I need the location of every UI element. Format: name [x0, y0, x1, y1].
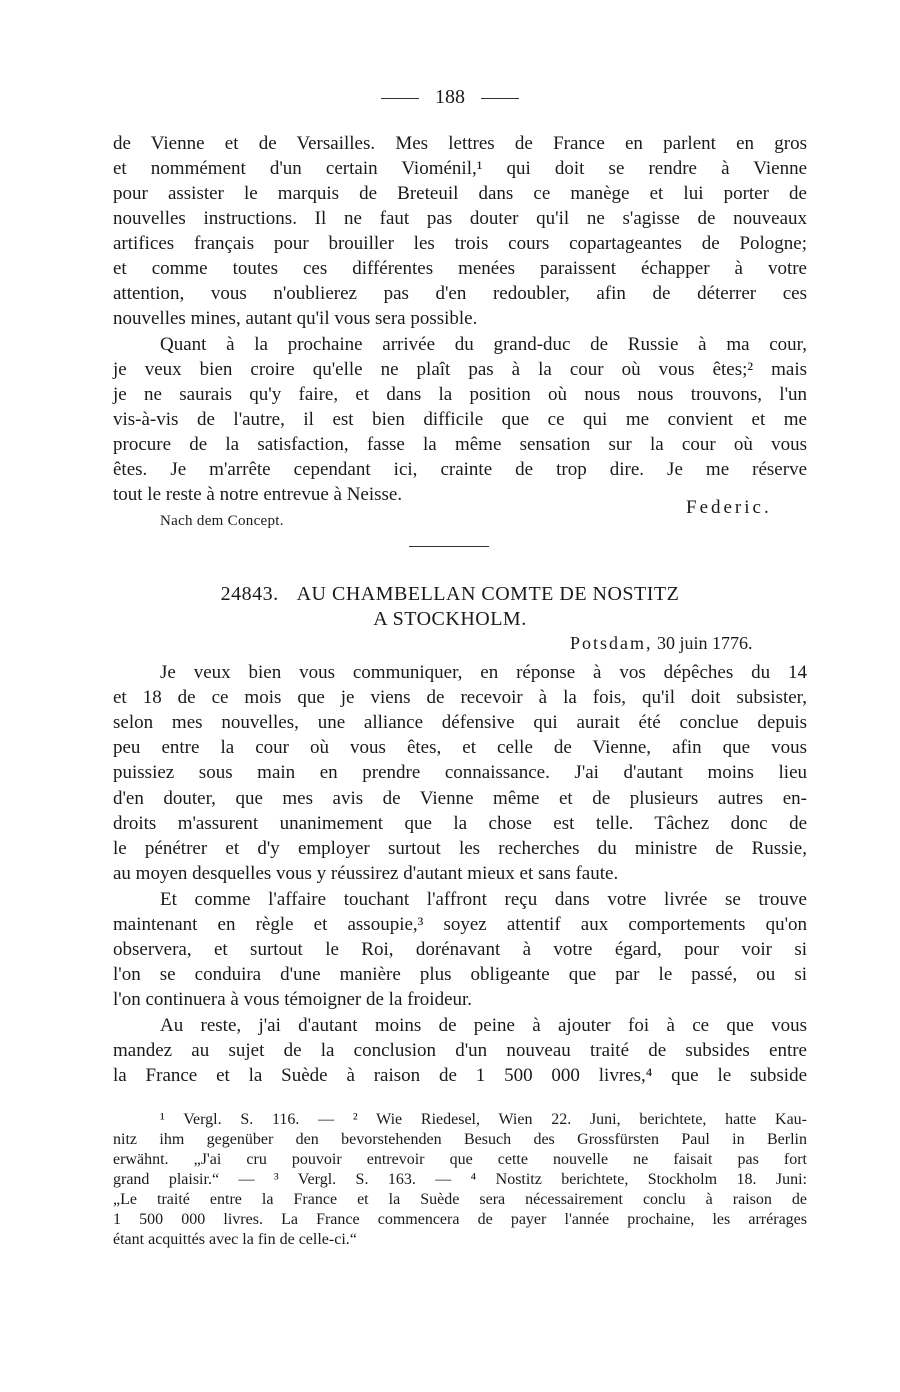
- page-number-header: [0, 86, 900, 109]
- paragraph-line: la France et la Suède à raison de 1 500 000 livres,⁴ que le subside: [113, 1065, 807, 1086]
- paragraph-line: nouvelles mines, autant qu'il vous sera possible.: [113, 308, 478, 329]
- letter-heading-line1: AU CHAMBELLAN COMTE DE NOSTITZ: [296, 583, 680, 605]
- paragraph-line: et nommément d'un certain Vioménil,¹ qui doit se rendre à Vienne: [113, 158, 807, 179]
- paragraph-line: puissiez sous main en prendre connaissance. J'ai d'autant moins lieu: [113, 762, 807, 783]
- footnote-line: ¹ Vergl. S. 116. — ² Wie Riedesel, Wien 22. Juni, berichtete, hatte Kau-: [160, 1111, 807, 1128]
- paragraph-line: d'en douter, que mes avis de Vienne même et de plusieurs autres en-: [113, 788, 807, 809]
- paragraph-line: êtes. Je m'arrête cependant ici, crainte de trop dire. Je me réserve: [113, 459, 807, 480]
- section-divider: [409, 546, 489, 547]
- paragraph-line: peu entre la cour où vous êtes, et celle de Vienne, afin que vous: [113, 737, 807, 758]
- footnote-line: 1 500 000 livres. La France commencera de payer l'année prochaine, les arrérages: [113, 1211, 807, 1228]
- paragraph-line: vis-à-vis de l'autre, il est bien difficile que ce qui me convient et me: [113, 409, 807, 430]
- paragraph-line: au moyen desquelles vous y réussirez d'autant mieux et sans faute.: [113, 863, 619, 884]
- source-note: Nach dem Concept.: [160, 513, 284, 529]
- page-number: 188: [435, 86, 465, 108]
- paragraph-line: Au reste, j'ai d'autant moins de peine à ajouter foi à ce que vous: [160, 1015, 807, 1036]
- letter-heading-line2: A STOCKHOLM.: [373, 608, 527, 630]
- paragraph-line: Et comme l'affaire touchant l'affront reçu dans votre livrée se trouve: [160, 889, 807, 910]
- paragraph-line: artifices français pour brouiller les trois cours copartageantes de Pologne;: [113, 233, 807, 254]
- paragraph-line: nouvelles instructions. Il ne faut pas douter qu'il ne s'agisse de nouveaux: [113, 208, 807, 229]
- paragraph-line: mandez au sujet de la conclusion d'un nouveau traité de subsides entre: [113, 1040, 807, 1061]
- footnote-line: erwähnt. „J'ai cru pouvoir entrevoir que cette nouvelle ne faisait pas fort: [113, 1151, 807, 1168]
- paragraph-line: tout le reste à notre entrevue à Neisse.: [113, 484, 403, 505]
- footnote-line: étant acquittés avec la fin de celle-ci.“: [113, 1231, 357, 1248]
- header-dash-right: [481, 98, 519, 99]
- paragraph-line: Je veux bien vous communiquer, en réponse à vos dépêches du 14: [160, 662, 807, 683]
- letter-heading: [0, 583, 900, 606]
- letter-date: 30 juin 1776.: [657, 633, 753, 653]
- paragraph-line: droits m'assurent unanimement que la chose est telle. Tâchez donc de: [113, 813, 807, 834]
- paragraph-line: je veux bien croire qu'elle ne plaît pas à la cour où vous êtes;² mais: [113, 359, 807, 380]
- paragraph-line: de Vienne et de Versailles. Mes lettres de France en parlent en gros: [113, 133, 807, 154]
- letter-number: 24843.: [220, 583, 279, 605]
- paragraph-line: l'on se conduira d'une manière plus obligeante que par le passé, ou si: [113, 964, 807, 985]
- paragraph-line: et 18 de ce mois que je viens de recevoir à la fois, qu'il doit subsister,: [113, 687, 807, 708]
- paragraph-line: selon mes nouvelles, une alliance défensive qui aurait été conclue depuis: [113, 712, 807, 733]
- signature: Federic.: [686, 497, 772, 518]
- paragraph-line: l'on continuera à vous témoigner de la froideur.: [113, 989, 473, 1010]
- paragraph-line: attention, vous n'oublierez pas d'en redoubler, afin de déterrer ces: [113, 283, 807, 304]
- letter-place: Potsdam,: [570, 633, 653, 653]
- header-dash-left: [381, 98, 419, 99]
- paragraph-line: je ne saurais qu'y faire, et dans la position où nous nous trouvons, l'un: [113, 384, 807, 405]
- letter-dateline: [570, 633, 753, 654]
- paragraph-line: maintenant en règle et assoupie,³ soyez attentif aux comportements qu'on: [113, 914, 807, 935]
- paragraph-line: le pénétrer et d'y employer surtout les recherches du ministre de Russie,: [113, 838, 807, 859]
- paragraph-line: procure de la satisfaction, fasse la même sensation sur la cour où vous: [113, 434, 807, 455]
- footnote-line: nitz ihm gegenüber den bevorstehenden Besuch des Grossfürsten Paul in Berlin: [113, 1131, 807, 1148]
- footnote-line: grand plaisir.“ — ³ Vergl. S. 163. — ⁴ Nostitz berichtete, Stockholm 18. Juni:: [113, 1171, 807, 1188]
- paragraph-line: et comme toutes ces différentes menées paraissent échapper à votre: [113, 258, 807, 279]
- paragraph-line: pour assister le marquis de Breteuil dans ce manège et lui porter de: [113, 183, 807, 204]
- paragraph-line: Quant à la prochaine arrivée du grand-duc de Russie à ma cour,: [160, 334, 807, 355]
- paragraph-line: observera, et surtout le Roi, dorénavant à votre égard, pour voir si: [113, 939, 807, 960]
- footnote-line: „Le traité entre la France et la Suède sera nécessairement conclu à raison de: [113, 1191, 807, 1208]
